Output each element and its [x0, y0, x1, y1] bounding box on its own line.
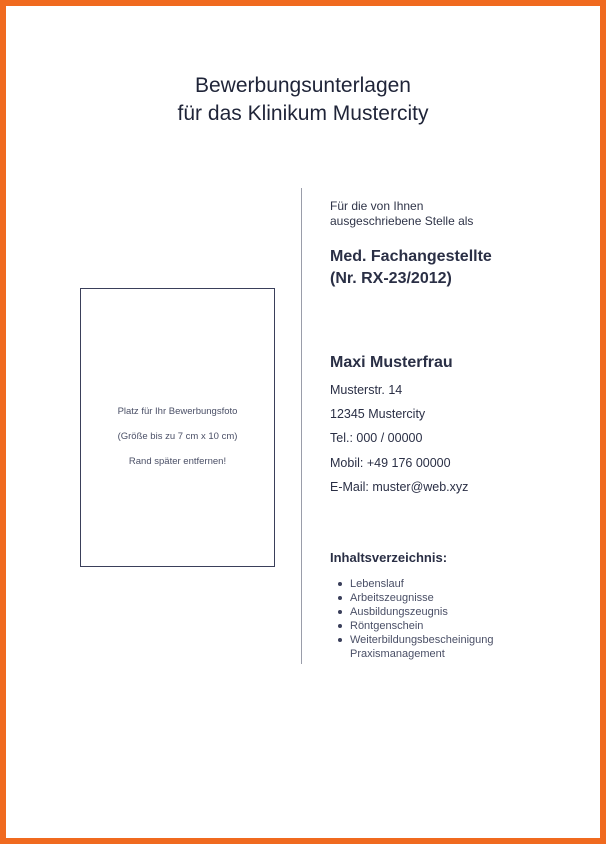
- position-line-1: Med. Fachangestellte: [330, 248, 492, 265]
- toc-item-label: Ausbildungszeugnis: [350, 606, 448, 618]
- bullet-icon: [338, 624, 342, 628]
- vertical-divider: [301, 188, 302, 664]
- contact-street: Musterstr. 14: [330, 383, 403, 397]
- toc-item: [330, 633, 494, 661]
- bullet-icon: [338, 596, 342, 600]
- toc-item-continuation: Praxismanagement: [350, 648, 445, 660]
- toc-item: [330, 577, 494, 591]
- toc-item-label: Arbeitszeugnisse: [350, 592, 434, 604]
- toc-item: [330, 591, 494, 605]
- toc-item-label: Röntgenschein: [350, 620, 424, 632]
- intro-line-1: Für die von Ihnen: [330, 199, 424, 213]
- photo-placeholder-text-3: Rand später entfernen!: [128, 456, 227, 467]
- title-line-1: Bewerbungsunterlagen: [195, 74, 411, 97]
- photo-placeholder-text-1: Platz für Ihr Bewerbungsfoto: [117, 406, 238, 417]
- toc-item: [330, 605, 494, 619]
- contact-city: 12345 Mustercity: [330, 407, 426, 422]
- contact-mobile: Mobil: +49 176 00000: [330, 455, 451, 470]
- applicant-name: Maxi Musterfrau: [330, 354, 453, 371]
- bullet-icon: [338, 582, 342, 586]
- photo-placeholder-text-2: (Größe bis zu 7 cm x 10 cm): [117, 431, 238, 442]
- toc-list: [330, 577, 494, 661]
- contact-email: E-Mail: muster@web.xyz: [330, 479, 469, 494]
- toc-item-label: Weiterbildungsbescheinigung: [350, 634, 494, 646]
- intro-text: [330, 199, 473, 229]
- toc-item: [330, 619, 494, 633]
- title-line-2: für das Klinikum Mustercity: [177, 102, 429, 125]
- position-title: [330, 246, 492, 290]
- contact-block: [330, 381, 468, 502]
- bullet-icon: [338, 638, 342, 642]
- document-title: [0, 72, 606, 128]
- position-line-2: (Nr. RX-23/2012): [330, 270, 452, 287]
- bullet-icon: [338, 610, 342, 614]
- toc-item-label: Lebenslauf: [350, 578, 404, 590]
- toc-heading: Inhaltsverzeichnis:: [330, 550, 448, 565]
- intro-line-2: ausgeschriebene Stelle als: [330, 214, 474, 228]
- contact-phone: Tel.: 000 / 00000: [330, 431, 423, 446]
- photo-placeholder: [80, 288, 275, 567]
